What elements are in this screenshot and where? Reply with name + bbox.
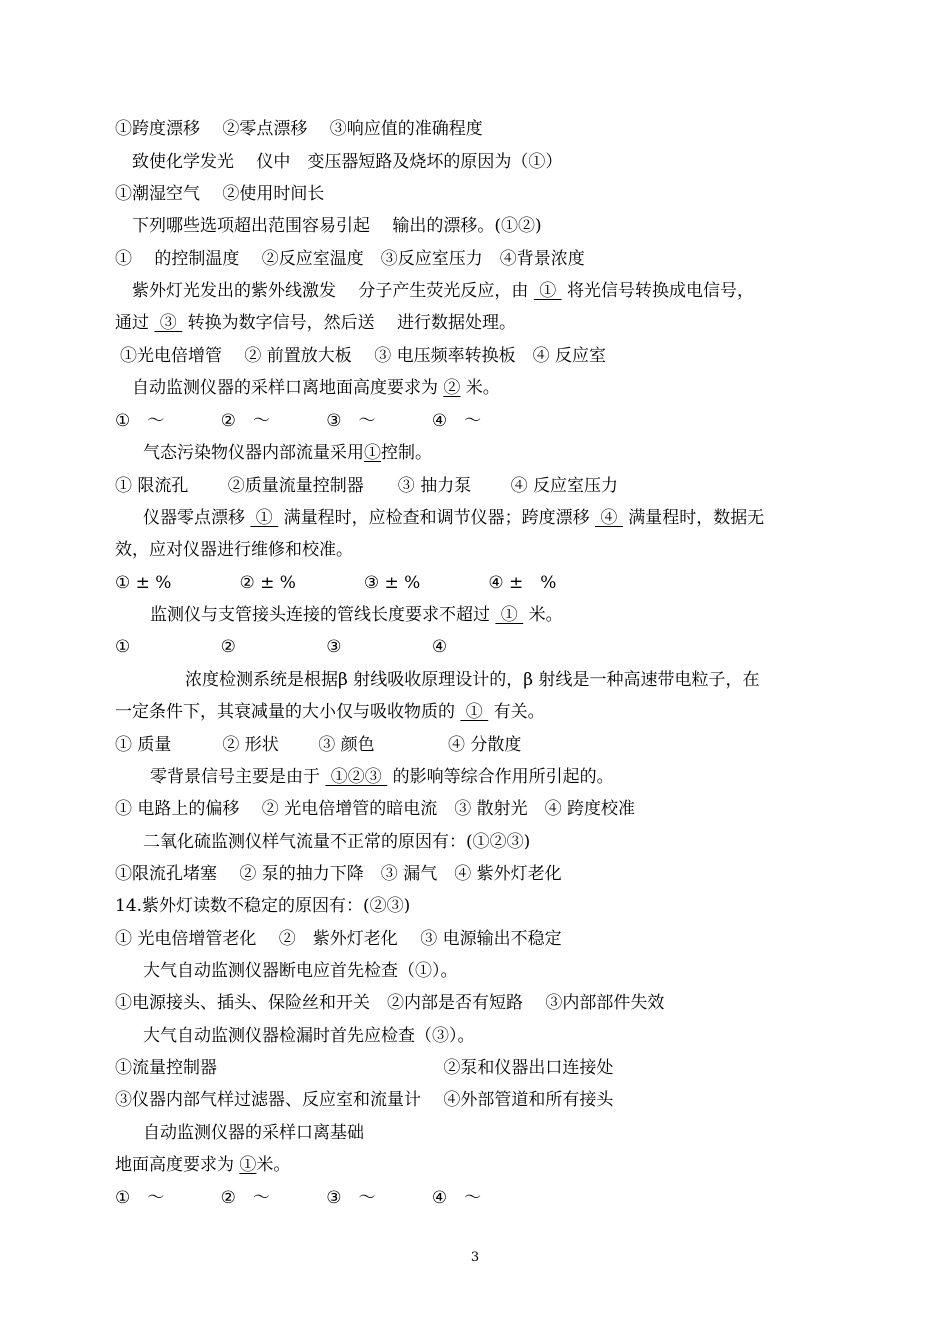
text-segment: 转换为数字信号，然后送 进行数据处理。 — [182, 313, 517, 333]
page-number: 3 — [470, 1250, 480, 1265]
text-line — [115, 248, 585, 270]
text-segment: ① ② ③ ④ — [115, 637, 448, 657]
text-line — [143, 831, 530, 853]
text-segment: 效，应对仪器进行维修和校准。 — [115, 540, 353, 560]
answer-blank: ①②③ — [325, 767, 388, 787]
text-line — [143, 960, 458, 982]
text-segment: ① ～ ② ～ ③ ～ ④ ～ — [115, 1188, 482, 1208]
text-line — [115, 475, 618, 497]
text-line — [115, 798, 635, 820]
text-line — [115, 1057, 613, 1079]
text-line — [115, 572, 556, 594]
answer-blank: ① — [533, 281, 562, 301]
text-segment: 下列哪些选项超出范围容易引起 输出的漂移。(①②) — [132, 216, 542, 236]
text-line — [115, 734, 521, 756]
text-segment: ① 质量 ② 形状 ③ 颜色 ④ 分散度 — [115, 735, 522, 755]
text-segment: 米。 — [523, 605, 563, 625]
text-segment: ① ± % ② ± % ③ ± % ④ ± % — [115, 573, 557, 593]
answer-blank: ② — [443, 378, 461, 398]
text-segment: ①跨度漂移 ②零点漂移 ③响应值的准确程度 — [115, 119, 483, 139]
text-segment: ①流量控制器 ②泵和仪器出口连接处 — [115, 1058, 614, 1078]
text-segment: 有关。 — [488, 702, 545, 722]
text-line — [143, 442, 432, 464]
text-segment: 仪器零点漂移 — [143, 508, 251, 528]
text-line — [132, 215, 542, 237]
text-segment: ① ～ ② ～ ③ ～ ④ ～ — [115, 411, 482, 431]
text-segment: 大气自动监测仪器断电应首先检查（①）。 — [143, 961, 458, 981]
text-segment: 致使化学发光 仪中 变压器短路及烧坏的原因为（①） — [132, 152, 563, 172]
text-line — [115, 895, 410, 917]
text-line — [115, 410, 481, 432]
text-segment: 浓度检测系统是根据β 射线吸收原理设计的，β 射线是一种高速带电粒子，在 — [185, 670, 760, 690]
text-line — [115, 183, 324, 205]
text-segment: 满量程时，应检查和调节仪器；跨度漂移 — [278, 508, 596, 528]
answer-blank: ① — [460, 702, 489, 722]
text-line — [115, 539, 353, 561]
text-line — [143, 1122, 364, 1144]
text-segment: ①电源接头、插头、保险丝和开关 ②内部是否有短路 ③内部部件失效 — [115, 993, 665, 1013]
text-segment: 紫外灯光发出的紫外线激发 分子产生荧光反应，由 — [132, 281, 534, 301]
text-segment: ① 光电倍增管老化 ② 紫外灯老化 ③ 电源输出不稳定 — [115, 929, 562, 949]
text-segment: ③仪器内部气样过滤器、反应室和流量计 ④外部管道和所有接头 — [115, 1090, 614, 1110]
text-line — [115, 118, 483, 140]
text-segment: 通过 — [115, 313, 155, 333]
answer-blank: ① — [364, 443, 381, 463]
text-line — [132, 377, 500, 399]
text-line — [115, 928, 562, 950]
text-line — [115, 1154, 290, 1176]
text-segment: 米。 — [460, 378, 500, 398]
answer-blank: ① — [495, 605, 524, 625]
text-line — [150, 766, 614, 788]
text-line — [115, 701, 545, 723]
text-segment: 监测仪与支管接头连接的管线长度要求不超过 — [150, 605, 496, 625]
text-line — [115, 636, 447, 658]
answer-blank: ① — [250, 508, 279, 528]
text-segment: ① 的控制温度 ②反应室温度 ③反应室压力 ④背景浓度 — [115, 249, 585, 269]
text-segment: 自动监测仪器的采样口离基础 — [143, 1123, 364, 1143]
text-line — [143, 1025, 475, 1047]
text-segment: 一定条件下，其衰减量的大小仅与吸收物质的 — [115, 702, 461, 722]
text-segment: ①光电倍增管 ② 前置放大板 ③ 电压频率转换板 ④ 反应室 — [120, 346, 607, 366]
text-line — [143, 507, 764, 529]
text-segment: 零背景信号主要是由于 — [150, 767, 326, 787]
answer-blank: ① — [239, 1155, 257, 1175]
answer-blank: ③ — [154, 313, 183, 333]
text-segment: 将光信号转换成电信号， — [561, 281, 755, 301]
text-segment: 的影响等综合作用所引起的。 — [387, 767, 614, 787]
text-line — [132, 280, 754, 302]
text-segment: 控制。 — [381, 443, 432, 463]
text-segment: ①潮湿空气 ②使用时间长 — [115, 184, 325, 204]
text-line — [185, 669, 759, 691]
text-line — [115, 312, 516, 334]
text-segment: 地面高度要求为 — [115, 1155, 240, 1175]
text-line — [115, 1089, 613, 1111]
text-segment: 大气自动监测仪器检漏时首先应检查（③）。 — [143, 1026, 475, 1046]
text-segment: ① 电路上的偏移 ② 光电倍增管的暗电流 ③ 散射光 ④ 跨度校准 — [115, 799, 636, 819]
text-segment: 米。 — [256, 1155, 291, 1175]
text-line — [115, 1187, 481, 1209]
answer-blank: ④ — [595, 508, 623, 528]
text-segment: 满量程时，数据无 — [622, 508, 765, 528]
text-segment: 自动监测仪器的采样口离地面高度要求为 — [132, 378, 444, 398]
text-line — [115, 992, 664, 1014]
text-line — [150, 604, 563, 626]
text-line — [115, 863, 562, 885]
text-line — [132, 151, 562, 173]
text-segment: 气态污染物仪器内部流量采用 — [143, 443, 364, 463]
text-segment: ① 限流孔 ②质量流量控制器 ③ 抽力泵 ④ 反应室压力 — [115, 476, 619, 496]
text-segment: 二氧化硫监测仪样气流量不正常的原因有：(①②③) — [143, 832, 531, 852]
text-segment: 14.紫外灯读数不稳定的原因有：(②③) — [115, 896, 411, 916]
text-segment: ①限流孔堵塞 ② 泵的抽力下降 ③ 漏气 ④ 紫外灯老化 — [115, 864, 562, 884]
text-line — [120, 345, 606, 367]
